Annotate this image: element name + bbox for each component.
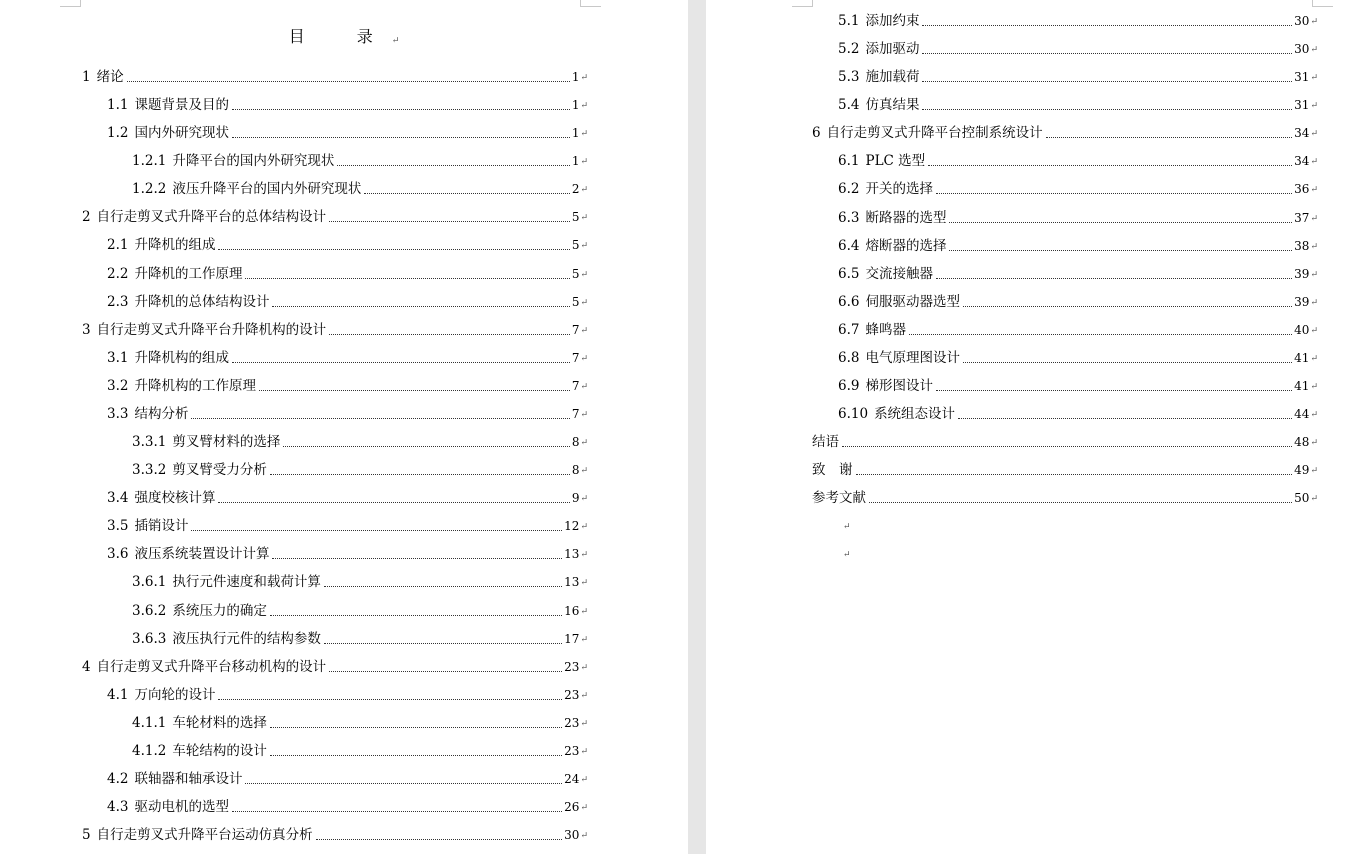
toc-entry-number: 3.2 (107, 377, 129, 394)
toc-entry[interactable] (107, 348, 588, 368)
toc-entry[interactable] (132, 151, 588, 171)
page-corner-mark (580, 0, 601, 7)
toc-dot-leader (232, 109, 570, 110)
toc-dot-leader (191, 418, 569, 419)
toc-page-number: 38 (1294, 238, 1310, 253)
toc-page-number: 48 (1294, 435, 1310, 450)
toc-entry-title: 课题背景及目的 (134, 97, 229, 114)
toc-page-number: 34 (1294, 126, 1310, 141)
paragraph-mark-icon: ↵ (843, 522, 851, 532)
toc-page-number: 41 (1294, 350, 1310, 365)
toc-entry-title: 升降机构的组成 (134, 349, 229, 366)
toc-page-number: 13 (564, 575, 580, 590)
toc-entry[interactable] (838, 348, 1318, 368)
paragraph-mark-icon: ↵ (580, 297, 588, 308)
toc-page-number: 23 (564, 743, 580, 758)
toc-dot-leader (936, 278, 1292, 279)
paragraph-mark-icon: ↵ (843, 550, 851, 560)
paragraph-mark-icon: ↵ (1310, 101, 1318, 112)
toc-dot-leader (909, 334, 1292, 335)
toc-dot-leader (127, 81, 570, 82)
toc-dot-leader (922, 109, 1292, 110)
toc-entry-number: 5.3 (838, 69, 860, 86)
toc-entry[interactable] (812, 123, 1318, 143)
toc-entry[interactable] (107, 123, 588, 143)
toc-entry[interactable] (838, 67, 1318, 87)
toc-entry-title: 车轮结构的设计 (172, 742, 267, 759)
toc-entry-number: 4.3 (107, 799, 129, 816)
toc-entry-title: 交流接触器 (865, 265, 933, 282)
toc-entry[interactable] (107, 685, 588, 705)
toc-page-number: 16 (564, 603, 580, 618)
toc-entry-title: 断路器的选型 (865, 209, 947, 226)
toc-page-number: 40 (1294, 322, 1310, 337)
paragraph-mark-icon: ↵ (580, 409, 588, 420)
toc-page-number: 13 (564, 547, 580, 562)
toc-entry[interactable] (812, 488, 1318, 508)
toc-entry[interactable] (132, 179, 588, 199)
toc-entry-number: 1.2 (107, 125, 129, 142)
toc-entry[interactable] (107, 488, 588, 508)
paragraph-mark-icon: ↵ (1310, 73, 1318, 84)
toc-entry-number: 1.1 (107, 97, 129, 114)
paragraph-mark-icon: ↵ (1310, 213, 1318, 224)
paragraph-mark-icon: ↵ (1310, 410, 1318, 421)
toc-entry-title: PLC 选型 (865, 153, 926, 170)
toc-entry-title: 执行元件速度和载荷计算 (172, 574, 321, 591)
paragraph-mark-icon: ↵ (580, 353, 588, 364)
toc-entry-title: 熔断器的选择 (865, 237, 947, 254)
toc-entry-number: 6.9 (838, 378, 860, 395)
toc-page-number: 7 (571, 406, 580, 421)
toc-entry-number: 3.1 (107, 349, 129, 366)
toc-page-number: 7 (571, 378, 580, 393)
toc-entry[interactable] (812, 432, 1318, 452)
toc-entry[interactable] (107, 376, 588, 396)
toc-entry-title: 仿真结果 (865, 97, 920, 114)
toc-dot-leader (272, 306, 569, 307)
toc-entry-number: 6.8 (838, 349, 860, 366)
toc-entry-title: 结语 (812, 434, 839, 451)
toc-entry-number: 1.2.1 (132, 153, 167, 170)
toc-entry-number: 1 (82, 69, 91, 85)
toc-dot-leader (928, 165, 1292, 166)
toc-entry-title: 伺服驱动器选型 (865, 293, 960, 310)
toc-dot-leader (283, 446, 569, 447)
toc-dot-leader (218, 699, 562, 700)
toc-page-number: 5 (571, 210, 580, 225)
toc-page-number: 8 (571, 463, 580, 478)
toc-entry[interactable] (838, 11, 1318, 31)
toc-dot-leader (922, 53, 1292, 54)
toc-page-number: 1 (571, 70, 580, 84)
toc-entry-number: 3.4 (107, 490, 129, 507)
toc-entry[interactable] (107, 769, 588, 789)
toc-dot-leader (232, 811, 562, 812)
toc-dot-leader (949, 222, 1292, 223)
toc-entry-title: 参考文献 (812, 490, 866, 507)
paragraph-mark-icon: ↵ (580, 746, 588, 757)
toc-page-number: 1 (571, 126, 580, 141)
toc-title-text: 目 录 (288, 27, 391, 46)
toc-page-number: 5 (571, 238, 580, 253)
paragraph-mark-icon: ↵ (1310, 297, 1318, 308)
toc-dot-leader (364, 193, 569, 194)
toc-entry[interactable] (107, 292, 588, 312)
toc-entry[interactable] (838, 179, 1318, 199)
toc-entry-number: 6.2 (838, 181, 860, 198)
toc-entry-title: 添加约束 (865, 13, 920, 29)
toc-entry-number: 2.3 (107, 293, 129, 310)
toc-entry-number: 4.1.2 (132, 742, 167, 759)
toc-entry-number: 3.3.1 (132, 434, 167, 451)
page-corner-mark (60, 0, 81, 7)
toc-entry-title: 施加载荷 (865, 69, 920, 86)
toc-entry-number: 2.1 (107, 237, 129, 254)
paragraph-mark-icon: ↵ (1310, 269, 1318, 280)
toc-page-number: 1 (571, 154, 580, 169)
paragraph-mark-icon: ↵ (1310, 382, 1318, 393)
toc-entry-title: 车轮材料的选择 (172, 714, 267, 731)
toc-entry[interactable] (132, 713, 588, 733)
toc-entry-number: 6.10 (838, 406, 869, 423)
paragraph-mark-icon: ↵ (1310, 185, 1318, 196)
toc-entry[interactable] (838, 95, 1318, 115)
toc-page-number: 17 (564, 631, 580, 646)
paragraph-mark-icon: ↵ (580, 213, 588, 224)
toc-entry[interactable] (82, 320, 588, 340)
toc-entry-title: 联轴器和轴承设计 (134, 771, 243, 787)
toc-page-number: 9 (571, 491, 580, 506)
toc-entry-number: 6.6 (838, 293, 860, 310)
toc-entry[interactable] (132, 629, 588, 649)
toc-entry-number: 5.2 (838, 41, 860, 58)
toc-entry[interactable] (812, 460, 1318, 480)
toc-entry-number: 2 (82, 209, 91, 226)
paragraph-mark-icon: ↵ (580, 185, 588, 196)
paragraph-mark-icon: ↵ (580, 129, 588, 140)
toc-dot-leader (270, 615, 562, 616)
toc-dot-leader (324, 643, 562, 644)
toc-entry-number: 4.1 (107, 686, 129, 703)
toc-entry-title: 驱动电机的选型 (134, 799, 229, 816)
toc-entry[interactable] (838, 320, 1318, 340)
toc-page-number: 34 (1294, 154, 1310, 169)
toc-entry-number: 2.2 (107, 265, 129, 282)
paragraph-mark-icon: ↵ (580, 690, 588, 701)
toc-dot-leader (337, 165, 569, 166)
toc-title (0, 24, 688, 47)
toc-entry-title: 强度校核计算 (134, 490, 216, 507)
paragraph-mark-icon: ↵ (391, 36, 400, 46)
paragraph-mark-icon: ↵ (580, 522, 588, 533)
paragraph-mark-icon: ↵ (1310, 438, 1318, 449)
toc-entry-title: 升降机的工作原理 (134, 265, 243, 282)
toc-entry-number: 3 (82, 321, 91, 338)
toc-dot-leader (963, 362, 1292, 363)
toc-dot-leader (191, 530, 562, 531)
toc-entry[interactable] (107, 235, 588, 255)
paragraph-mark-icon: ↵ (1310, 157, 1318, 168)
toc-entry-number: 6.1 (838, 153, 860, 170)
toc-dot-leader (1046, 137, 1293, 138)
toc-entry[interactable] (838, 39, 1318, 59)
toc-page-number: 23 (564, 659, 580, 674)
toc-entry-title: 自行走剪叉式升降平台升降机构的设计 (96, 321, 327, 338)
paragraph-mark-icon: ↵ (580, 466, 588, 477)
toc-page-number: 31 (1294, 98, 1310, 113)
toc-entry-title: 自行走剪叉式升降平台移动机构的设计 (96, 658, 327, 675)
toc-entry-number: 6.5 (838, 265, 860, 282)
paragraph-mark-icon: ↵ (580, 73, 588, 83)
toc-dot-leader (272, 558, 562, 559)
document-page-right (706, 0, 1357, 854)
paragraph-mark-icon: ↵ (1310, 353, 1318, 364)
toc-entry-number: 4.2 (107, 771, 129, 787)
toc-entry[interactable] (107, 404, 588, 424)
toc-entry-title: 液压升降平台的国内外研究现状 (172, 181, 362, 198)
paragraph-mark-icon: ↵ (1310, 129, 1318, 140)
paragraph-mark-icon: ↵ (580, 241, 588, 252)
toc-page-number: 39 (1294, 294, 1310, 309)
toc-dot-leader (856, 474, 1293, 475)
paragraph-mark-icon: ↵ (580, 381, 588, 392)
toc-entry[interactable] (107, 797, 588, 817)
toc-entry-title: 升降机构的工作原理 (134, 377, 256, 394)
toc-page-number: 7 (571, 322, 580, 337)
toc-page-number: 23 (564, 715, 580, 730)
toc-dot-leader (245, 278, 569, 279)
paragraph-mark-icon: ↵ (1310, 325, 1318, 336)
toc-entry-title: 万向轮的设计 (134, 686, 216, 703)
page-corner-mark (792, 0, 813, 7)
toc-entry-title: 电气原理图设计 (865, 349, 960, 366)
toc-entry[interactable] (838, 151, 1318, 171)
toc-entry[interactable] (132, 432, 588, 452)
toc-dot-leader (270, 474, 570, 475)
toc-entry-title: 系统组态设计 (874, 406, 956, 423)
toc-entry-title: 液压执行元件的结构参数 (172, 630, 321, 647)
toc-entry-title: 自行走剪叉式升降平台的总体结构设计 (96, 209, 327, 226)
toc-entry-number: 6.3 (838, 209, 860, 226)
toc-page-number: 7 (571, 350, 580, 365)
toc-entry-number: 3.6.2 (132, 602, 167, 619)
toc-entry[interactable] (838, 264, 1318, 284)
toc-dot-leader (218, 249, 569, 250)
toc-entry-title: 绪论 (96, 69, 124, 85)
toc-entry-number: 3.3.2 (132, 462, 167, 479)
toc-entry[interactable] (82, 207, 588, 227)
toc-dot-leader (949, 250, 1292, 251)
toc-entry-number: 5.1 (838, 13, 860, 29)
toc-entry-number: 5 (82, 827, 91, 844)
toc-entry-number: 4 (82, 658, 91, 675)
toc-page-number: 26 (564, 800, 580, 815)
toc-entry-title: 自行走剪叉式升降平台控制系统设计 (826, 125, 1043, 142)
paragraph-mark-icon: ↵ (580, 831, 588, 842)
toc-entry[interactable] (107, 544, 588, 564)
toc-entry-number: 3.3 (107, 405, 129, 422)
toc-page-number: 1 (571, 98, 580, 113)
toc-page-number: 49 (1294, 463, 1310, 478)
toc-dot-leader (218, 502, 569, 503)
paragraph-mark-icon: ↵ (580, 662, 588, 673)
toc-dot-leader (270, 755, 562, 756)
toc-dot-leader (329, 221, 570, 222)
toc-page-number: 5 (571, 294, 580, 309)
toc-entry-title: 剪叉臂受力分析 (172, 462, 267, 479)
paragraph-mark-icon: ↵ (580, 494, 588, 505)
toc-entry-number: 4.1.1 (132, 714, 167, 731)
toc-entry-title: 升降机的组成 (134, 237, 216, 254)
paragraph-mark-icon: ↵ (1310, 17, 1318, 27)
toc-page-number: 41 (1294, 379, 1310, 394)
paragraph-mark-icon: ↵ (580, 803, 588, 814)
toc-dot-leader (232, 137, 570, 138)
toc-dot-leader (936, 193, 1292, 194)
paragraph-mark-icon: ↵ (580, 550, 588, 561)
toc-dot-leader (316, 839, 563, 840)
toc-entry-number: 3.6.1 (132, 574, 167, 591)
toc-entry-title: 致 谢 (812, 462, 853, 479)
page-corner-mark (1312, 0, 1333, 7)
toc-dot-leader (324, 586, 562, 587)
toc-dot-leader (329, 671, 562, 672)
toc-dot-leader (270, 727, 562, 728)
paragraph-mark-icon: ↵ (580, 325, 588, 336)
toc-entry-number: 3.5 (107, 518, 129, 535)
paragraph-mark-icon: ↵ (580, 718, 588, 729)
paragraph-mark-icon: ↵ (1310, 466, 1318, 477)
toc-entry[interactable] (82, 825, 588, 845)
toc-dot-leader (958, 418, 1292, 419)
paragraph-mark-icon: ↵ (580, 438, 588, 449)
toc-dot-leader (232, 362, 570, 363)
toc-dot-leader (963, 306, 1292, 307)
toc-entry-number: 1.2.2 (132, 181, 167, 198)
paragraph-mark-icon: ↵ (580, 157, 588, 168)
toc-entry[interactable] (82, 657, 588, 677)
toc-dot-leader (936, 390, 1292, 391)
paragraph-mark-icon: ↵ (580, 578, 588, 589)
toc-entry-number: 5.4 (838, 97, 860, 114)
toc-page-number: 2 (571, 182, 580, 197)
toc-entry-number: 3.6 (107, 546, 129, 563)
paragraph-mark-icon: ↵ (580, 101, 588, 112)
toc-entry[interactable] (107, 95, 588, 115)
toc-page-number: 50 (1294, 491, 1310, 506)
toc-page-number: 30 (1294, 14, 1310, 28)
toc-entry[interactable] (132, 741, 588, 761)
toc-dot-leader (842, 446, 1292, 447)
toc-entry[interactable] (132, 460, 588, 480)
toc-dot-leader (259, 390, 570, 391)
toc-entry[interactable] (838, 376, 1318, 396)
toc-entry-title: 结构分析 (134, 405, 189, 422)
toc-entry-title: 蜂鸣器 (865, 321, 906, 338)
toc-page-number: 44 (1294, 407, 1310, 422)
toc-dot-leader (869, 502, 1292, 503)
toc-entry-title: 梯形图设计 (865, 378, 933, 395)
toc-entry-title: 添加驱动 (865, 41, 920, 58)
paragraph-mark-icon: ↵ (580, 634, 588, 645)
toc-page-number: 37 (1294, 210, 1310, 225)
toc-entry[interactable] (838, 208, 1318, 228)
paragraph-mark-icon: ↵ (580, 269, 588, 280)
toc-page-number: 12 (564, 519, 580, 534)
toc-page-number: 39 (1294, 266, 1310, 281)
toc-page-number: 31 (1294, 70, 1310, 85)
paragraph-mark-icon: ↵ (1310, 45, 1318, 56)
paragraph-mark-icon: ↵ (1310, 494, 1318, 505)
toc-entry[interactable] (82, 67, 588, 87)
toc-entry-number: 3.6.3 (132, 630, 167, 647)
toc-page-number: 30 (564, 828, 580, 843)
toc-page-number: 23 (564, 687, 580, 702)
toc-entry-title: 升降机的总体结构设计 (134, 293, 270, 310)
toc-entry-title: 国内外研究现状 (134, 125, 229, 142)
toc-entry-title: 系统压力的确定 (172, 602, 267, 619)
toc-dot-leader (245, 783, 562, 784)
toc-entry-title: 液压系统装置设计计算 (134, 546, 270, 563)
toc-page-number: 8 (571, 435, 580, 450)
toc-entry-number: 6.4 (838, 237, 860, 254)
toc-page-number: 30 (1294, 42, 1310, 57)
toc-entry[interactable] (107, 264, 588, 284)
toc-entry[interactable] (838, 292, 1318, 312)
toc-dot-leader (922, 25, 1292, 26)
toc-entry-title: 剪叉臂材料的选择 (172, 434, 281, 451)
toc-page-number: 24 (564, 772, 580, 786)
toc-entry-number: 6.7 (838, 321, 860, 338)
toc-entry-title: 开关的选择 (865, 181, 933, 198)
toc-entry[interactable] (838, 236, 1318, 256)
toc-entry-title: 升降平台的国内外研究现状 (172, 153, 335, 170)
toc-dot-leader (922, 81, 1292, 82)
toc-entry[interactable] (107, 516, 588, 536)
paragraph-mark-icon: ↵ (580, 606, 588, 617)
toc-entry-number: 6 (812, 125, 821, 142)
toc-entry[interactable] (132, 572, 588, 592)
toc-entry-title: 插销设计 (134, 518, 189, 535)
toc-page-number: 36 (1294, 182, 1310, 197)
toc-entry-title: 自行走剪叉式升降平台运动仿真分析 (96, 827, 313, 844)
toc-entry[interactable] (838, 404, 1318, 424)
paragraph-mark-icon: ↵ (580, 775, 588, 785)
paragraph-mark-icon: ↵ (1310, 241, 1318, 252)
toc-page-number: 5 (571, 266, 580, 281)
toc-entry[interactable] (132, 601, 588, 621)
toc-dot-leader (329, 334, 570, 335)
